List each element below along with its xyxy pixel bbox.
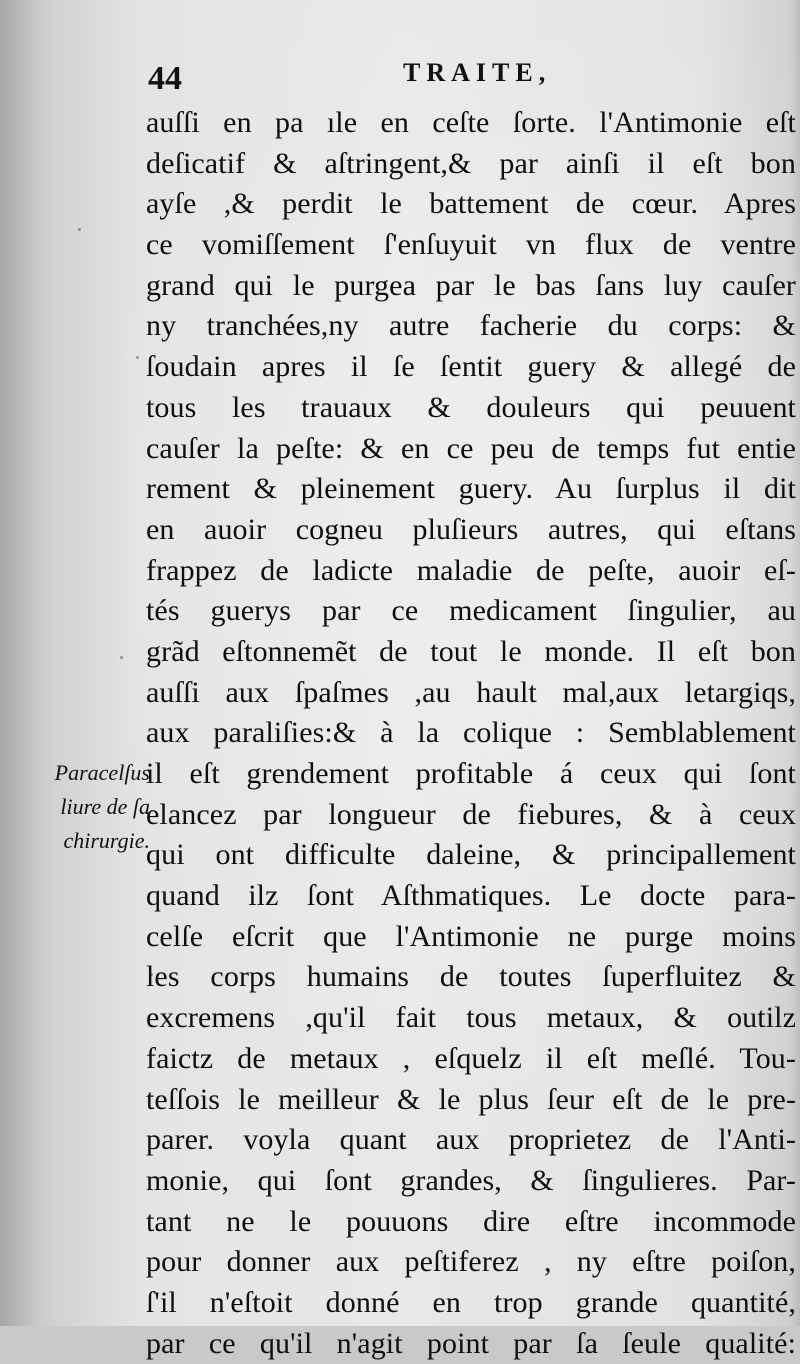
ink-speck	[78, 228, 81, 231]
body-text	[146, 103, 796, 1364]
ink-speck	[120, 656, 123, 659]
text-line: tant ne le pouuons dire eſtre incommode	[146, 1204, 796, 1238]
text-line: auſſi aux ſpaſmes ,au hault mal,aux letargiqs,	[146, 675, 796, 709]
margin-note-line: liure de ſa	[60, 794, 150, 819]
text-line: frappez de ladicte maladie de peſte, auoir eſ-	[146, 553, 796, 587]
text-line: pour donner aux peſtiferez , ny eſtre poiſon,	[146, 1245, 796, 1279]
text-line: tous les trauaux & douleurs qui peuuent	[146, 390, 796, 424]
page-header	[148, 52, 788, 102]
text-line: aux paraliſies:& à la colique : Semblablement	[146, 716, 796, 750]
text-line: rement & pleinement guery. Au ſurplus il dit	[146, 472, 796, 506]
text-line: deſicatif & aſtringent,& par ainſi il eſt bon	[146, 146, 796, 180]
text-line: celſe eſcrit que l'Antimonie ne purge moins	[146, 919, 796, 953]
text-line: ſ'il n'eſtoit donné en trop grande quantité,	[146, 1285, 796, 1319]
ink-speck	[136, 356, 139, 359]
text-line: grãd eſtonnemẽt de tout le monde. Il eſt bon	[146, 634, 796, 668]
text-line: cauſer la peſte: & en ce peu de temps fut entie	[146, 431, 796, 465]
text-line: les corps humains de toutes ſuperfluitez &	[146, 960, 796, 994]
margin-note	[22, 756, 150, 858]
text-line: tés guerys par ce medicament ſingulier, au	[146, 594, 796, 628]
text-line: en auoir cogneu pluſieurs autres, qui eſtans	[146, 512, 796, 546]
text-line: elancez par longueur de fiebures, & à ceux	[146, 797, 796, 831]
text-line: teſſois le meilleur & le plus ſeur eſt de le pre-	[146, 1082, 796, 1116]
text-line: ayſe ,& perdit le battement de cœur. Apres	[146, 187, 796, 221]
text-line: auſſi en pa ıle en ceſte ſorte. l'Antimonie eſt	[146, 106, 796, 139]
text-line: qui ont difficulte daleine, & principallement	[146, 838, 796, 872]
text-line: ce vomiſſement ſ'enſuyuit vn flux de ventre	[146, 228, 796, 262]
page-number: 44	[148, 60, 182, 97]
gutter-shadow	[0, 0, 40, 1326]
text-line: ny tranchées,ny autre facherie du corps: &	[146, 309, 796, 343]
margin-note-line: Paracelſus	[54, 760, 150, 785]
text-line: quand ilz ſont Aſthmatiques. Le docte para-	[146, 879, 796, 913]
text-line: ſoudain apres il ſe ſentit guery & allegé de	[146, 350, 796, 384]
text-line: il eſt grendement profitable á ceux qui ſont	[146, 757, 796, 790]
text-line: parer. voyla quant aux proprietez de l'Anti-	[146, 1123, 796, 1157]
text-line: excremens ,qu'il fait tous metaux, & outilz	[146, 1001, 796, 1035]
text-line: monie, qui ſont grandes, & ſingulieres. Par-	[146, 1163, 796, 1197]
running-head: TRAITE,	[403, 58, 552, 87]
text-line: grand qui le purgea par le bas ſans luy cauſer	[146, 268, 796, 302]
text-line: par ce qu'il n'agit point par ſa ſeule qualité:	[146, 1326, 796, 1360]
text-line: faictz de metaux , eſquelz il eſt meſlé. Tou-	[146, 1041, 796, 1075]
margin-note-line: chirurgie.	[63, 828, 150, 853]
